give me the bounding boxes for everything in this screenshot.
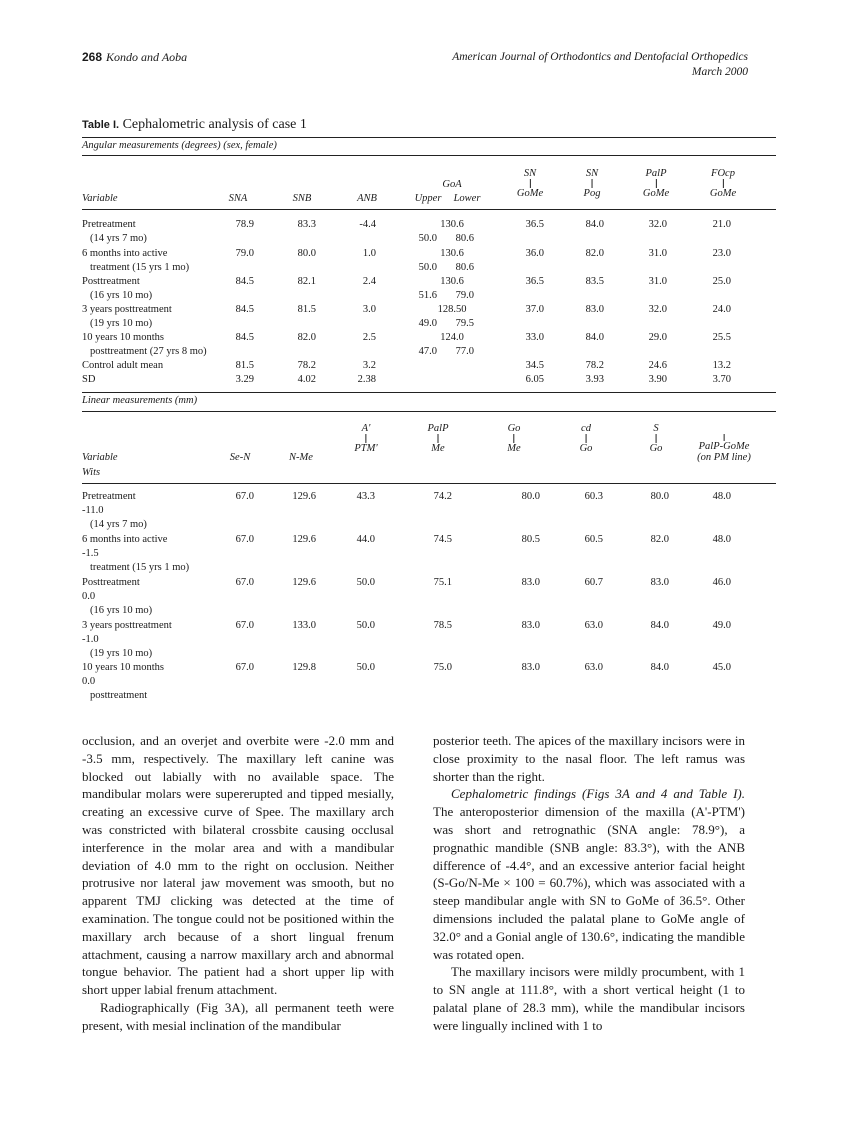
row-label: 10 years 10 months [82,662,164,673]
palp-gome-value: 29.0 [648,332,667,343]
col-palp-bottom: GoMe [642,188,670,199]
table-label: Table I. [82,119,120,131]
a-ptm-value: 50.0 [356,620,375,631]
angular-body-rule [82,209,776,210]
col-sna: SNA [228,193,248,204]
palp-gome-line-value: 49.0 [712,620,731,631]
section-heading: Cephalometric findings (Figs 3A and 4 and Table I). [451,786,745,802]
control-sn-gome-value: 34.5 [525,360,544,371]
sd-sn-pog-value: 3.93 [585,374,604,385]
col-anb: ANB [357,193,377,204]
goa-upper-value: 50.0 [418,233,437,244]
goa-upper-value: 50.0 [418,262,437,273]
row-label: 3 years posttreatment [82,620,172,631]
se-n-value: 67.0 [235,534,254,545]
control-label: Control adult mean [82,360,164,371]
cd-go-value: 60.3 [584,491,603,502]
col-sn-gome [517,168,543,199]
col-s-go [650,423,663,454]
go-me-value: 83.0 [521,620,540,631]
sd-sn-gome-value: 6.05 [525,374,544,385]
col-n-me: N-Me [289,452,313,463]
palp-gome-line-value: 48.0 [712,491,731,502]
running-header-left [82,50,187,65]
col-focp-gome [710,168,736,199]
row-sublabel: (16 yrs 10 mo) [90,605,153,616]
row-label: 6 months into active [82,248,168,259]
row-sublabel: treatment (15 yrs 1 mo) [90,262,190,273]
col-palp-me-top: PalP [427,423,449,434]
control-palp-gome-value: 24.6 [648,360,667,371]
palp-me-value: 78.5 [433,620,452,631]
anb-value: 3.0 [362,304,376,315]
paragraph-text: The anteroposterior dimension of the maxilla (A'-PTM') was short and retrognathic (SNA angle: 78.9°), a prognathic mandible (SNB angle: 83.3°), with the ANB difference of -4.4°, and an excessive anterior facial height (S-Go/N-Me × 100 = 60.7%), which was associated with a steep mandibular angle with SN to GoMe of 36.5°. Other dimensions included the palatal plane to GoMe angle of 32.0° and a Gonial angle of 130.6°, indicating the mandible was rotated open. [433,804,745,962]
row-sublabel: (19 yrs 10 mo) [90,648,153,659]
sd-palp-gome-value: 3.90 [648,374,667,385]
snb-value: 82.1 [297,276,316,287]
control-sn-pog-value: 78.2 [585,360,604,371]
goa-value: 124.0 [440,332,464,343]
running-header-right [452,50,748,80]
row-sublabel: posttreatment (27 yrs 8 mo) [90,346,207,357]
col-se-n: Se-N [229,452,251,463]
snb-value: 80.0 [297,248,316,259]
col-a-bottom: PTM' [354,443,378,454]
goa-upper-value: 49.0 [418,318,437,329]
col-focp-bottom: GoMe [709,188,737,199]
focp-gome-value: 21.0 [712,219,731,230]
goa-lower-value: 79.0 [455,290,474,301]
palp-gome-value: 32.0 [648,219,667,230]
col-palp-top: PalP [645,168,667,179]
palp-gome-value: 31.0 [648,248,667,259]
body-column-left [82,732,394,1035]
linear-body-rule [82,483,776,484]
wits-value: 0.0 [82,591,96,602]
col-palp-gome-sub: (on PM line) [697,452,751,463]
n-me-value: 129.6 [292,577,316,588]
angular-header-rule [82,155,776,156]
palp-gome-line-value: 45.0 [712,662,731,673]
sd-anb-value: 2.38 [357,374,376,385]
anb-value: 2.5 [362,332,376,343]
col-focp-top: FOcp [711,168,735,179]
col-palp-gome [643,168,669,199]
col-s-top: S [653,423,659,434]
col-sn-gome-top: SN [523,168,537,179]
linear-header-rule [82,411,776,412]
wits-value: 0.0 [82,676,96,687]
anb-value: -4.4 [359,219,376,230]
sn-gome-value: 36.5 [525,276,544,287]
sd-label: SD [82,374,96,385]
a-ptm-value: 50.0 [356,577,375,588]
s-go-value: 80.0 [650,491,669,502]
row-label: Pretreatment [82,491,136,502]
cd-go-value: 60.7 [584,577,603,588]
angular-section-title: Angular measurements (degrees) (sex, female) [82,140,277,151]
row-label: 3 years posttreatment [82,304,172,315]
sn-pog-value: 83.5 [585,276,604,287]
s-go-value: 84.0 [650,620,669,631]
n-me-value: 129.6 [292,534,316,545]
sna-value: 78.9 [235,219,254,230]
sn-gome-value: 36.0 [525,248,544,259]
sn-pog-value: 84.0 [585,332,604,343]
col-sn-pog [584,168,601,199]
focp-gome-value: 25.5 [712,332,731,343]
col-goa-upper: Upper [414,193,442,204]
goa-value: 130.6 [440,219,464,230]
go-me-value: 80.0 [521,491,540,502]
palp-gome-line-value: 48.0 [712,534,731,545]
wits-value: -1.5 [82,548,99,559]
col-a-top: A' [361,423,371,434]
col-goa: GoA [442,179,462,190]
sd-snb-value: 4.02 [297,374,316,385]
sna-value: 84.5 [235,276,254,287]
table-top-rule [82,137,776,138]
col-wits: Wits [82,467,101,478]
go-me-value: 83.0 [521,577,540,588]
paragraph: The maxillary incisors were mildly procumbent, with 1 to SN angle at 111.8°, with a short vertical height (1 to palatal plane of 28.3 mm), while the mandibular incisors were lingually inclined with 1 to [433,964,745,1033]
sn-pog-value: 83.0 [585,304,604,315]
linear-section-title: Linear measurements (mm) [82,395,198,406]
col-cd-bottom: Go [579,443,593,454]
anb-value: 1.0 [362,248,376,259]
palp-gome-value: 31.0 [648,276,667,287]
sd-sna-value: 3.29 [235,374,254,385]
a-ptm-value: 44.0 [356,534,375,545]
n-me-value: 133.0 [292,620,316,631]
col-palp-gome-linear [699,434,750,452]
page-number: 268 [82,50,103,64]
issue-date: March 2000 [691,66,748,78]
row-label: Pretreatment [82,219,136,230]
sd-focp-gome-value: 3.70 [712,374,731,385]
body-column-right [433,732,745,1035]
a-ptm-value: 43.3 [356,491,375,502]
row-sublabel: (19 yrs 10 mo) [90,318,153,329]
col-sn-gome-bottom: GoMe [516,188,544,199]
col-cd-go [580,423,593,454]
paragraph [433,785,745,963]
row-label: 6 months into active [82,534,168,545]
s-go-value: 84.0 [650,662,669,673]
col-variable: Variable [82,193,118,204]
col-go-me-bottom: Me [507,443,521,454]
sn-gome-value: 36.5 [525,219,544,230]
se-n-value: 67.0 [235,662,254,673]
paragraph: occlusion, and an overjet and overbite were -2.0 mm and -3.5 mm, respectively. The maxillary left canine was blocked out labially with no available space. The mandibular molars were supererupted and tipped mesially, creating an excessive curve of Spee. The maxillary arch was constricted with bilateral crossbite causing occlusal interference in the molar area and with a mandibular deviation of 4.0 mm to the right on occlusion. Neither protrusive nor lateral jaw movement was smooth, but no apparent TMJ clicking was detected at the time of examination. The tongue could not be positioned within the maxillary arch because of a short lingual frenum attachment, causing a narrow maxillary arch and abnormal tongue behavior. The patient had a short upper lip with short upper labial frenum attachment. [82,733,394,998]
go-me-value: 80.5 [521,534,540,545]
wits-value: -1.0 [82,634,99,645]
col-s-bottom: Go [649,443,663,454]
anb-value: 2.4 [362,276,376,287]
focp-gome-value: 25.0 [712,276,731,287]
se-n-value: 67.0 [235,491,254,502]
snb-value: 81.5 [297,304,316,315]
table-title: Cephalometric analysis of case 1 [122,117,307,132]
palp-gome-line-value: 46.0 [712,577,731,588]
goa-lower-value: 79.5 [455,318,474,329]
journal-title: American Journal of Orthodontics and Dentofacial Orthopedics [452,51,748,63]
control-sna-value: 81.5 [235,360,254,371]
n-me-value: 129.8 [292,662,316,673]
go-me-value: 83.0 [521,662,540,673]
row-sublabel: (14 yrs 7 mo) [90,519,147,530]
paragraph: Radiographically (Fig 3A), all permanent teeth were present, with mesial inclination of the mandibular [82,999,394,1033]
goa-value: 130.6 [440,248,464,259]
control-anb-value: 3.2 [362,360,376,371]
snb-value: 83.3 [297,219,316,230]
linear-top-rule [82,392,776,393]
palp-me-value: 74.5 [433,534,452,545]
goa-lower-value: 80.6 [455,262,474,273]
cd-go-value: 63.0 [584,662,603,673]
goa-upper-value: 51.6 [418,290,437,301]
col-sn-pog-bottom: Pog [583,188,601,199]
authors: Kondo and Aoba [106,50,188,64]
goa-value: 128.50 [437,304,467,315]
goa-lower-value: 80.6 [455,233,474,244]
palp-me-value: 75.0 [433,662,452,673]
goa-lower-value: 77.0 [455,346,474,357]
goa-upper-value: 47.0 [418,346,437,357]
palp-me-value: 74.2 [433,491,452,502]
cd-go-value: 63.0 [584,620,603,631]
control-snb-value: 78.2 [297,360,316,371]
wits-value: -11.0 [82,505,104,516]
col-variable-linear: Variable [82,452,118,463]
col-cd-top: cd [581,423,591,434]
table-caption [82,117,307,133]
a-ptm-value: 50.0 [356,662,375,673]
s-go-value: 82.0 [650,534,669,545]
row-sublabel: (16 yrs 10 mo) [90,290,153,301]
paragraph: posterior teeth. The apices of the maxillary incisors were in close proximity to the nasal floor. The left ramus was shorter than the right. [433,733,745,784]
sn-pog-value: 84.0 [585,219,604,230]
col-go-me [507,423,520,454]
col-goa-lower: Lower [453,193,481,204]
sna-value: 84.5 [235,304,254,315]
se-n-value: 67.0 [235,577,254,588]
row-label: Posttreatment [82,577,140,588]
palp-gome-value: 32.0 [648,304,667,315]
col-palp-me [428,423,449,454]
col-sn-pog-top: SN [585,168,599,179]
sna-value: 84.5 [235,332,254,343]
col-snb: SNB [292,193,312,204]
goa-value: 130.6 [440,276,464,287]
cd-go-value: 60.5 [584,534,603,545]
row-label: 10 years 10 months [82,332,164,343]
row-sublabel: posttreatment [90,690,148,701]
row-sublabel: (14 yrs 7 mo) [90,233,147,244]
col-palp-me-bottom: Me [431,443,445,454]
col-palp-gome-label: PalP-GoMe [698,441,750,452]
col-go-me-top: Go [507,423,521,434]
sna-value: 79.0 [235,248,254,259]
sn-pog-value: 82.0 [585,248,604,259]
control-focp-gome-value: 13.2 [712,360,731,371]
n-me-value: 129.6 [292,491,316,502]
se-n-value: 67.0 [235,620,254,631]
col-a-ptm [354,423,377,454]
sn-gome-value: 33.0 [525,332,544,343]
s-go-value: 83.0 [650,577,669,588]
row-sublabel: treatment (15 yrs 1 mo) [90,562,190,573]
focp-gome-value: 23.0 [712,248,731,259]
sn-gome-value: 37.0 [525,304,544,315]
focp-gome-value: 24.0 [712,304,731,315]
row-label: Posttreatment [82,276,140,287]
palp-me-value: 75.1 [433,577,452,588]
snb-value: 82.0 [297,332,316,343]
